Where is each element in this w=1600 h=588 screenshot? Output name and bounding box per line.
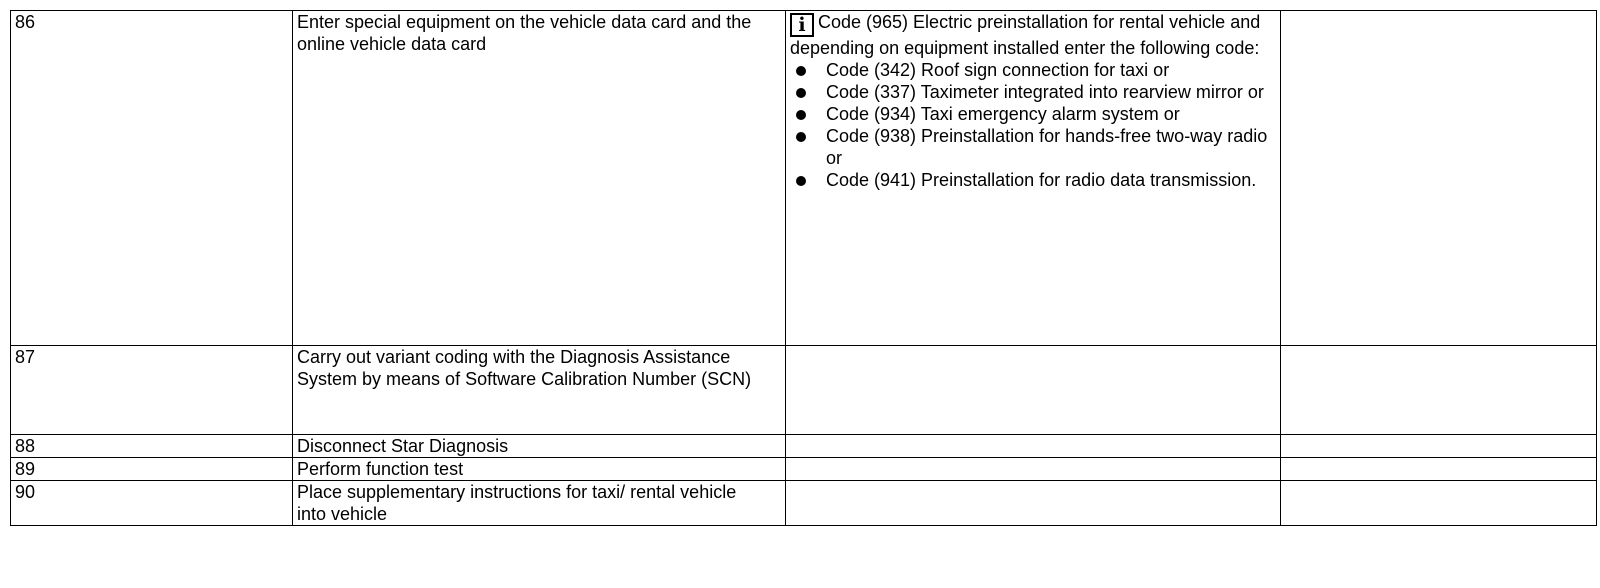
note-intro — [790, 11, 1276, 59]
step-number: 90 — [11, 481, 293, 526]
step-description: Disconnect Star Diagnosis — [293, 435, 786, 458]
step-description: Enter special equipment on the vehicle data card and the online vehicle data card — [293, 11, 786, 346]
step-number: 87 — [11, 346, 293, 435]
table-row — [11, 458, 1597, 481]
info-icon: i — [790, 13, 814, 37]
table-row — [11, 481, 1597, 526]
list-item: Code (337) Taximeter integrated into rearview mirror or — [790, 81, 1276, 103]
step-remarks — [1281, 435, 1597, 458]
step-description: Place supplementary instructions for taxi/ rental vehicle into vehicle — [293, 481, 786, 526]
list-item: Code (941) Preinstallation for radio data transmission. — [790, 169, 1276, 191]
step-number: 86 — [11, 11, 293, 346]
step-note — [786, 435, 1281, 458]
step-remarks — [1281, 481, 1597, 526]
step-remarks — [1281, 458, 1597, 481]
step-description: Perform function test — [293, 458, 786, 481]
table-row — [11, 346, 1597, 435]
step-description: Carry out variant coding with the Diagnosis Assistance System by means of Software Calibration Number (SCN) — [293, 346, 786, 435]
step-number: 89 — [11, 458, 293, 481]
step-note — [786, 346, 1281, 435]
table-row — [11, 11, 1597, 346]
procedure-table — [10, 10, 1597, 526]
step-note — [786, 458, 1281, 481]
note-intro-text: Code (965) Electric preinstallation for rental vehicle and depending on equipment installed enter the following code: — [790, 12, 1261, 58]
step-remarks — [1281, 11, 1597, 346]
step-number: 88 — [11, 435, 293, 458]
step-note — [786, 481, 1281, 526]
list-item: Code (938) Preinstallation for hands-free two-way radio or — [790, 125, 1276, 169]
list-item: Code (934) Taxi emergency alarm system or — [790, 103, 1276, 125]
table-row — [11, 435, 1597, 458]
list-item: Code (342) Roof sign connection for taxi or — [790, 59, 1276, 81]
step-remarks — [1281, 346, 1597, 435]
code-list — [790, 59, 1276, 191]
step-note — [786, 11, 1281, 346]
